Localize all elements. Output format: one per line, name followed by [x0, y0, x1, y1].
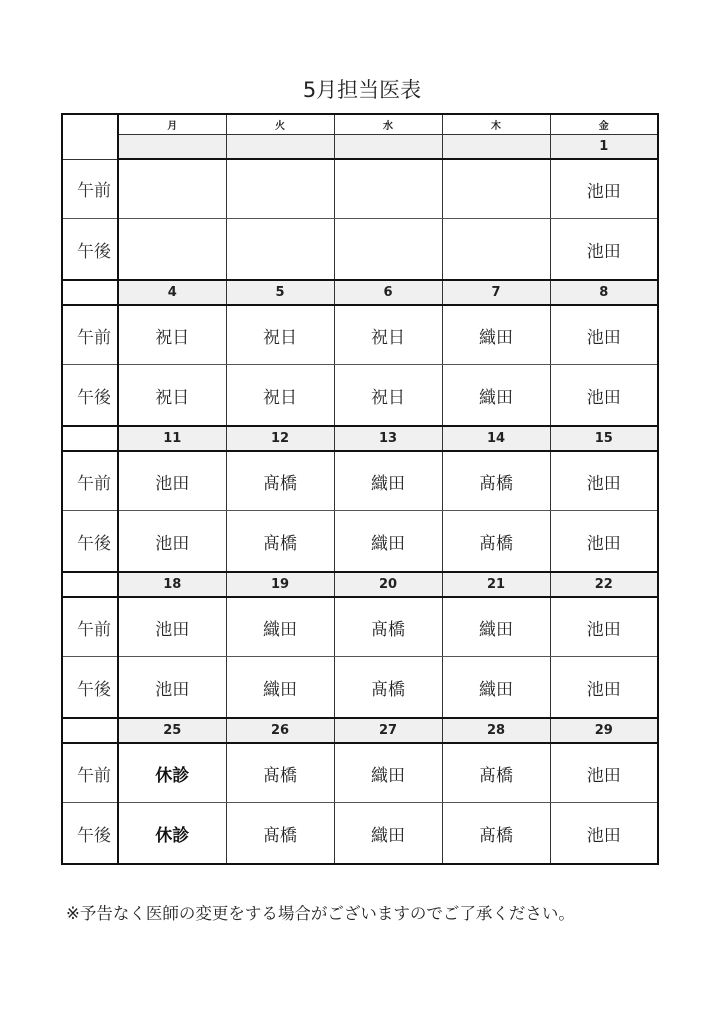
doctor-cell-tue: 織田 — [226, 657, 334, 719]
date-cell-fri: 29 — [550, 718, 658, 743]
date-row-label-cell — [62, 280, 118, 305]
page-title: 5月担当医表 — [302, 78, 422, 102]
date-cell-tue — [226, 135, 334, 160]
morning-label: 午前 — [62, 451, 118, 511]
afternoon-label: 午後 — [62, 803, 118, 865]
doctor-cell-mon — [118, 159, 226, 219]
doctor-cell-wed: 織田 — [334, 743, 442, 803]
doctor-cell-fri: 池田 — [550, 159, 658, 219]
doctor-cell-thu — [442, 219, 550, 281]
date-row-label-cell — [62, 718, 118, 743]
doctor-cell-tue: 祝日 — [226, 365, 334, 427]
doctor-cell-fri: 池田 — [550, 511, 658, 573]
date-cell-wed — [334, 135, 442, 160]
doctor-cell-tue: 髙橋 — [226, 743, 334, 803]
afternoon-label: 午後 — [62, 657, 118, 719]
date-cell-wed: 27 — [334, 718, 442, 743]
morning-label: 午前 — [62, 743, 118, 803]
doctor-cell-mon: 祝日 — [118, 305, 226, 365]
date-cell-tue: 26 — [226, 718, 334, 743]
afternoon-row — [62, 803, 658, 865]
date-row-label-cell — [62, 426, 118, 451]
date-cell-thu: 7 — [442, 280, 550, 305]
doctor-cell-tue: 祝日 — [226, 305, 334, 365]
date-row-label-cell — [62, 572, 118, 597]
notice-text: ※予告なく医師の変更をする場合がございますのでご了承ください。 — [66, 904, 575, 923]
morning-row — [62, 451, 658, 511]
date-cell-thu — [442, 135, 550, 160]
afternoon-row — [62, 365, 658, 427]
date-cell-mon: 25 — [118, 718, 226, 743]
date-cell-mon: 4 — [118, 280, 226, 305]
doctor-cell-mon: 池田 — [118, 597, 226, 657]
doctor-cell-wed: 織田 — [334, 803, 442, 865]
date-row — [62, 280, 658, 305]
weekday-mon: 月 — [118, 114, 226, 135]
doctor-cell-tue: 髙橋 — [226, 803, 334, 865]
date-cell-tue: 19 — [226, 572, 334, 597]
morning-row — [62, 743, 658, 803]
doctor-cell-fri: 池田 — [550, 597, 658, 657]
date-cell-fri: 1 — [550, 135, 658, 160]
afternoon-label: 午後 — [62, 219, 118, 281]
doctor-cell-mon: 池田 — [118, 511, 226, 573]
doctor-cell-thu: 髙橋 — [442, 451, 550, 511]
doctor-cell-fri: 池田 — [550, 365, 658, 427]
date-cell-thu: 28 — [442, 718, 550, 743]
doctor-cell-wed — [334, 159, 442, 219]
doctor-cell-mon: 池田 — [118, 657, 226, 719]
date-cell-mon: 18 — [118, 572, 226, 597]
afternoon-row — [62, 219, 658, 281]
afternoon-label: 午後 — [62, 365, 118, 427]
weekday-tue: 火 — [226, 114, 334, 135]
weekday-header-row — [62, 114, 658, 135]
doctor-cell-fri: 池田 — [550, 657, 658, 719]
doctor-cell-wed: 祝日 — [334, 305, 442, 365]
date-cell-wed: 6 — [334, 280, 442, 305]
date-cell-fri: 8 — [550, 280, 658, 305]
morning-label: 午前 — [62, 305, 118, 365]
afternoon-row — [62, 657, 658, 719]
afternoon-label: 午後 — [62, 511, 118, 573]
doctor-cell-tue: 髙橋 — [226, 451, 334, 511]
doctor-cell-fri: 池田 — [550, 743, 658, 803]
doctor-cell-thu: 髙橋 — [442, 511, 550, 573]
doctor-cell-thu: 織田 — [442, 305, 550, 365]
morning-row — [62, 597, 658, 657]
doctor-cell-mon: 祝日 — [118, 365, 226, 427]
doctor-cell-thu: 髙橋 — [442, 803, 550, 865]
doctor-cell-wed: 髙橋 — [334, 597, 442, 657]
afternoon-row — [62, 511, 658, 573]
date-cell-mon — [118, 135, 226, 160]
doctor-cell-wed: 祝日 — [334, 365, 442, 427]
doctor-cell-tue — [226, 219, 334, 281]
doctor-cell-fri: 池田 — [550, 219, 658, 281]
weekday-fri: 金 — [550, 114, 658, 135]
date-row — [62, 572, 658, 597]
weekday-thu: 木 — [442, 114, 550, 135]
morning-label: 午前 — [62, 159, 118, 219]
date-cell-tue: 12 — [226, 426, 334, 451]
corner-cell — [62, 114, 118, 159]
doctor-cell-wed — [334, 219, 442, 281]
doctor-cell-tue: 髙橋 — [226, 511, 334, 573]
date-cell-wed: 13 — [334, 426, 442, 451]
date-cell-fri: 22 — [550, 572, 658, 597]
morning-row — [62, 159, 658, 219]
doctor-cell-mon: 休診 — [118, 803, 226, 865]
date-cell-thu: 21 — [442, 572, 550, 597]
doctor-cell-thu: 織田 — [442, 657, 550, 719]
doctor-cell-tue — [226, 159, 334, 219]
doctor-cell-wed: 織田 — [334, 511, 442, 573]
doctor-cell-thu: 織田 — [442, 597, 550, 657]
date-cell-tue: 5 — [226, 280, 334, 305]
weekday-wed: 水 — [334, 114, 442, 135]
doctor-cell-thu — [442, 159, 550, 219]
date-row — [62, 135, 658, 160]
date-cell-mon: 11 — [118, 426, 226, 451]
doctor-schedule-table — [61, 113, 659, 865]
doctor-cell-wed: 織田 — [334, 451, 442, 511]
doctor-cell-thu: 織田 — [442, 365, 550, 427]
doctor-cell-fri: 池田 — [550, 451, 658, 511]
date-cell-fri: 15 — [550, 426, 658, 451]
doctor-cell-mon: 池田 — [118, 451, 226, 511]
date-cell-thu: 14 — [442, 426, 550, 451]
doctor-cell-mon — [118, 219, 226, 281]
date-row — [62, 718, 658, 743]
doctor-cell-fri: 池田 — [550, 803, 658, 865]
morning-label: 午前 — [62, 597, 118, 657]
doctor-cell-mon: 休診 — [118, 743, 226, 803]
doctor-cell-wed: 髙橋 — [334, 657, 442, 719]
date-cell-wed: 20 — [334, 572, 442, 597]
date-row — [62, 426, 658, 451]
doctor-cell-fri: 池田 — [550, 305, 658, 365]
doctor-cell-tue: 織田 — [226, 597, 334, 657]
doctor-cell-thu: 髙橋 — [442, 743, 550, 803]
morning-row — [62, 305, 658, 365]
